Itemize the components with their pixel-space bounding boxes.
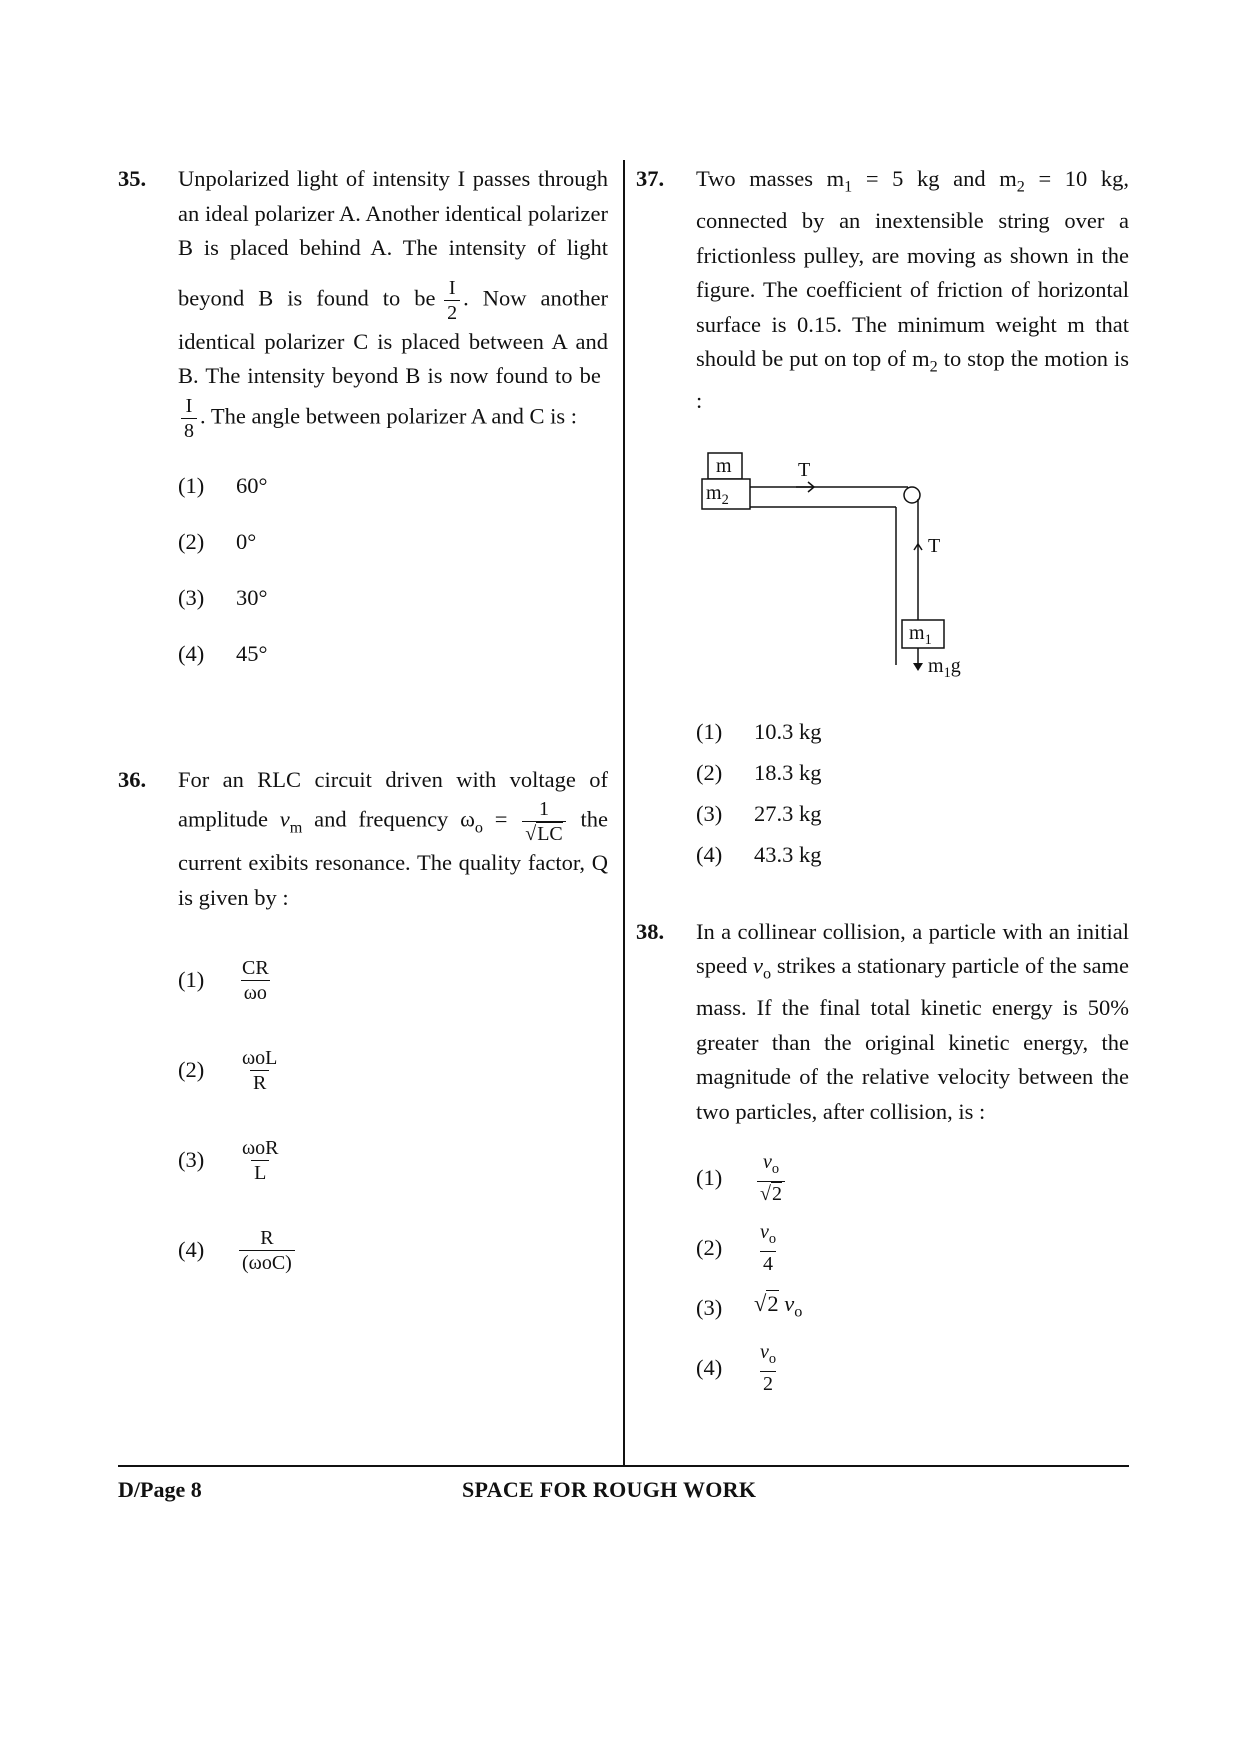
question-number: 38. [636, 918, 665, 944]
options-list [178, 469, 608, 693]
question-38 [636, 915, 1129, 1404]
option-4[interactable]: (4) 45° [178, 640, 268, 666]
label-tension-2: T [928, 534, 941, 557]
label-m: m [716, 454, 732, 477]
page-number: D/Page 8 [118, 1477, 202, 1502]
option-1[interactable]: (1) 10.3 kg [696, 718, 822, 744]
option-2[interactable]: (2) $\frac{\text{ωoL}}{R}$ [178, 1046, 278, 1094]
label-m1g: $m_1g$ [928, 654, 961, 681]
label-tension-1: T [798, 458, 811, 481]
question-number: 35. [118, 166, 147, 191]
weight-arrow [913, 663, 923, 671]
right-column [636, 162, 1129, 1403]
option-2[interactable]: (2) $\frac{v_o}{4}$ [696, 1221, 777, 1276]
option-3[interactable]: (3) √2 $v_o$ [696, 1291, 803, 1322]
option-1[interactable]: (1) $\frac{CR}{\omega o}$ [178, 956, 269, 1004]
label-m1: $m_1$ [909, 621, 932, 648]
option-4[interactable]: (4) $\frac{R}{\text{(ωoC)}}$ [178, 1205, 608, 1295]
pulley-diagram [696, 445, 1026, 685]
option-2[interactable]: (2) 0° [178, 528, 257, 554]
pulley-figure [696, 445, 1026, 685]
options-list [178, 935, 608, 1295]
question-text: Two masses $m_1 = 5$ kg and $m_2 = 10$ kg, connected by an inextensible string over a frictionless pulley, are moving as shown in the figure. The coefficient of friction of horizontal surface is 0.15. The minimum weight m that should be put on top of $m_2$ to stop the motion is : [696, 166, 1130, 414]
footer-rule [118, 1465, 1129, 1467]
fraction-i-over-8: $\frac{I}{8}$ [181, 394, 197, 443]
question-37 [636, 162, 1129, 879]
option-3[interactable]: (3) 27.3 kg [696, 800, 822, 826]
fraction-i-over-2: $\frac{I}{2}$ [444, 276, 460, 325]
left-column [118, 162, 608, 1295]
question-number: 37. [636, 166, 665, 191]
question-text: In a collinear collision, a particle with an initial speed $v_o$ strikes a stationary particle of the same mass. If the final total kinetic energy is 50% greater than the original kinetic energy, the magnitude of the relative velocity between the two particles, after collision, is : [696, 918, 1130, 1124]
question-36 [118, 763, 608, 1296]
option-3[interactable]: (3) $\frac{\text{ωoR}}{L}$ [178, 1136, 279, 1184]
rough-work-label: SPACE FOR ROUGH WORK [462, 1477, 757, 1502]
column-divider [623, 160, 625, 1465]
options-list [696, 715, 1129, 879]
option-1[interactable]: (1) $\frac{v_o}{√2}$ [696, 1143, 1129, 1213]
options-list [696, 1143, 1129, 1403]
option-2[interactable]: (2) 18.3 kg [696, 759, 822, 785]
question-text: For an RLC circuit driven with voltage of amplitude $v_m$ and frequency $\omega_o$ = $\frac{1}{√LC}$ the current exibits resonance. The quality factor, Q is given by : [178, 766, 609, 910]
label-m2: $m_2$ [706, 481, 729, 508]
question-text: Unpolarized light of intensity I passes through an ideal polarizer A. Another identical polarizer B is placed behind A. The intensity of light beyond B is found to be $\frac{I}{2}$ . Now another identical polarizer C is placed between A and B. The intensity beyond B is now found to be $\frac{I}{8}$ . The angle between polarizer A and C is : [178, 166, 609, 442]
option-3[interactable]: (3) 30° [178, 584, 268, 610]
question-35 [118, 162, 608, 693]
question-number: 36. [118, 766, 147, 792]
option-4[interactable]: (4) 43.3 kg [696, 841, 822, 867]
option-1[interactable]: (1) 60° [178, 472, 268, 498]
fraction-resonant-frequency: $\frac{1}{√LC}$ [522, 797, 566, 846]
option-4[interactable]: (4) $\frac{v_o}{2}$ [696, 1341, 777, 1396]
